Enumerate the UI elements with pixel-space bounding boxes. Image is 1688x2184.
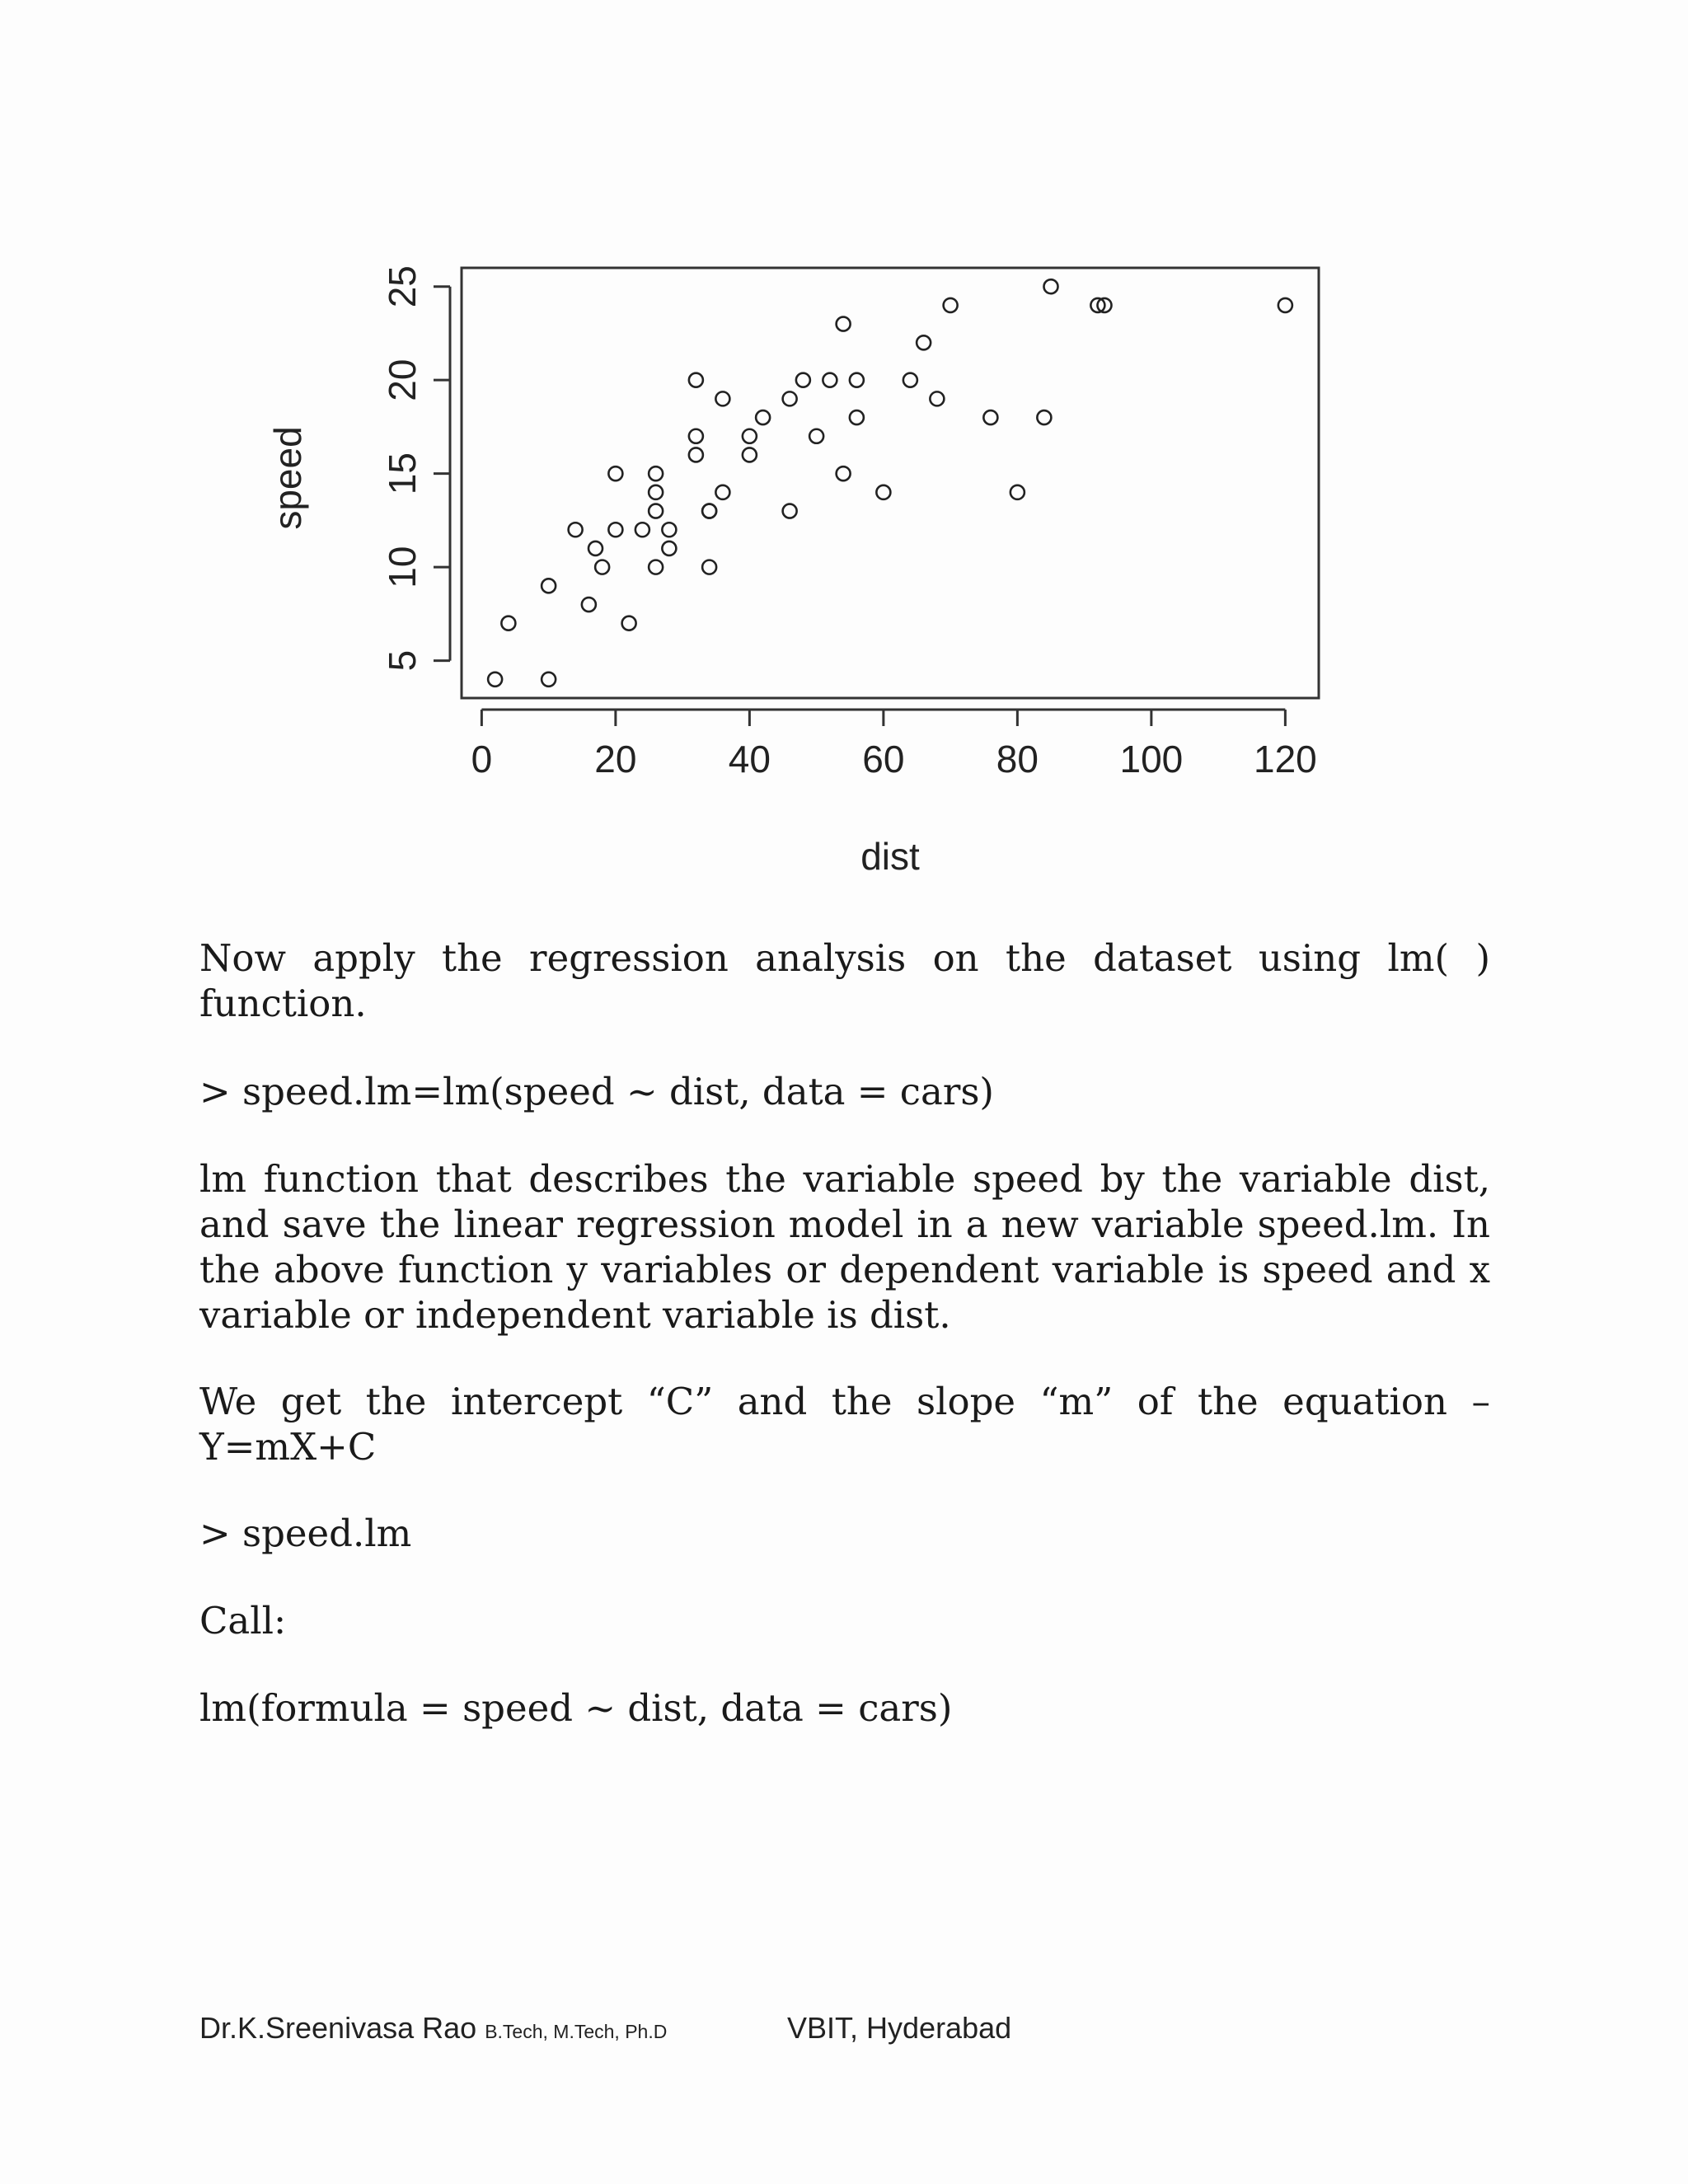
data-point — [1010, 485, 1025, 499]
data-point — [622, 616, 636, 630]
data-point — [1044, 279, 1058, 293]
data-point — [823, 373, 837, 387]
data-point — [689, 448, 703, 462]
data-point — [903, 373, 917, 387]
x-tick-label: 0 — [471, 738, 493, 780]
data-point — [1278, 298, 1292, 312]
data-point — [649, 504, 663, 518]
paragraph-intro: Now apply the regression analysis on the dataset using lm( ) function. — [199, 936, 1490, 1025]
x-tick-label: 100 — [1119, 738, 1184, 780]
data-point — [662, 541, 676, 555]
data-point — [608, 523, 622, 537]
data-point — [796, 373, 810, 387]
data-point — [917, 335, 931, 349]
y-tick-label: 10 — [381, 546, 424, 588]
data-point — [1037, 410, 1051, 424]
data-point — [837, 317, 851, 331]
code-line-formula: lm(formula = speed ~ dist, data = cars) — [199, 1686, 953, 1730]
plot-box — [462, 268, 1319, 698]
data-point — [809, 429, 823, 443]
data-point — [542, 673, 556, 687]
data-point — [702, 560, 716, 574]
x-tick-label: 20 — [594, 738, 637, 780]
x-tick-label: 120 — [1254, 738, 1317, 780]
data-point — [715, 391, 729, 405]
y-tick-label: 5 — [381, 649, 424, 672]
data-point — [649, 466, 663, 480]
x-tick-label: 40 — [728, 738, 771, 780]
data-point — [930, 391, 944, 405]
data-point — [649, 485, 663, 499]
data-point — [743, 448, 757, 462]
footer-author — [199, 2011, 667, 2046]
data-point — [702, 504, 716, 518]
data-point — [850, 373, 864, 387]
data-point — [850, 410, 864, 424]
data-point — [608, 466, 622, 480]
x-tick-label: 80 — [996, 738, 1039, 780]
data-point — [588, 541, 603, 555]
data-point — [837, 466, 851, 480]
code-line-speed-lm: > speed.lm — [199, 1511, 412, 1555]
data-point — [715, 485, 729, 499]
data-point — [983, 410, 997, 424]
paragraph-lm-description: lm function that describes the variable speed by the variable dist, and save the linear regression model in a new variable speed.lm. In the above function y variables or dependent variable is speed and x variable or independent variable is dist. — [199, 1157, 1490, 1337]
x-tick-label: 60 — [862, 738, 905, 780]
data-point — [488, 673, 502, 687]
paragraph-intercept-slope: We get the intercept “C” and the slope “m” of the equation – Y=mX+C — [199, 1380, 1490, 1469]
data-point — [743, 429, 757, 443]
y-tick-label: 20 — [381, 359, 424, 401]
data-point — [569, 523, 583, 537]
data-point — [595, 560, 609, 574]
footer-institution: VBIT, Hyderabad — [787, 2011, 1012, 2045]
data-point — [783, 504, 797, 518]
data-point — [649, 560, 663, 574]
y-axis-label: speed — [266, 426, 309, 530]
data-point — [501, 616, 515, 630]
y-tick-label: 25 — [381, 265, 424, 308]
data-point — [635, 523, 649, 537]
data-point — [689, 373, 703, 387]
data-point — [783, 391, 797, 405]
data-point — [944, 298, 958, 312]
call-label: Call: — [199, 1599, 287, 1643]
data-point — [662, 523, 676, 537]
author-name: Dr.K.Sreenivasa Rao — [199, 2011, 477, 2045]
data-point — [542, 579, 556, 593]
x-axis-label: dist — [860, 835, 920, 878]
data-point — [756, 410, 770, 424]
data-point — [689, 429, 703, 443]
data-point — [876, 485, 890, 499]
y-tick-label: 15 — [381, 452, 424, 495]
data-point — [582, 598, 596, 612]
scatter-plot — [266, 243, 1368, 902]
code-line-lm-assign: > speed.lm=lm(speed ~ dist, data = cars) — [199, 1070, 994, 1113]
author-degrees: B.Tech, M.Tech, Ph.D — [485, 2021, 668, 2042]
